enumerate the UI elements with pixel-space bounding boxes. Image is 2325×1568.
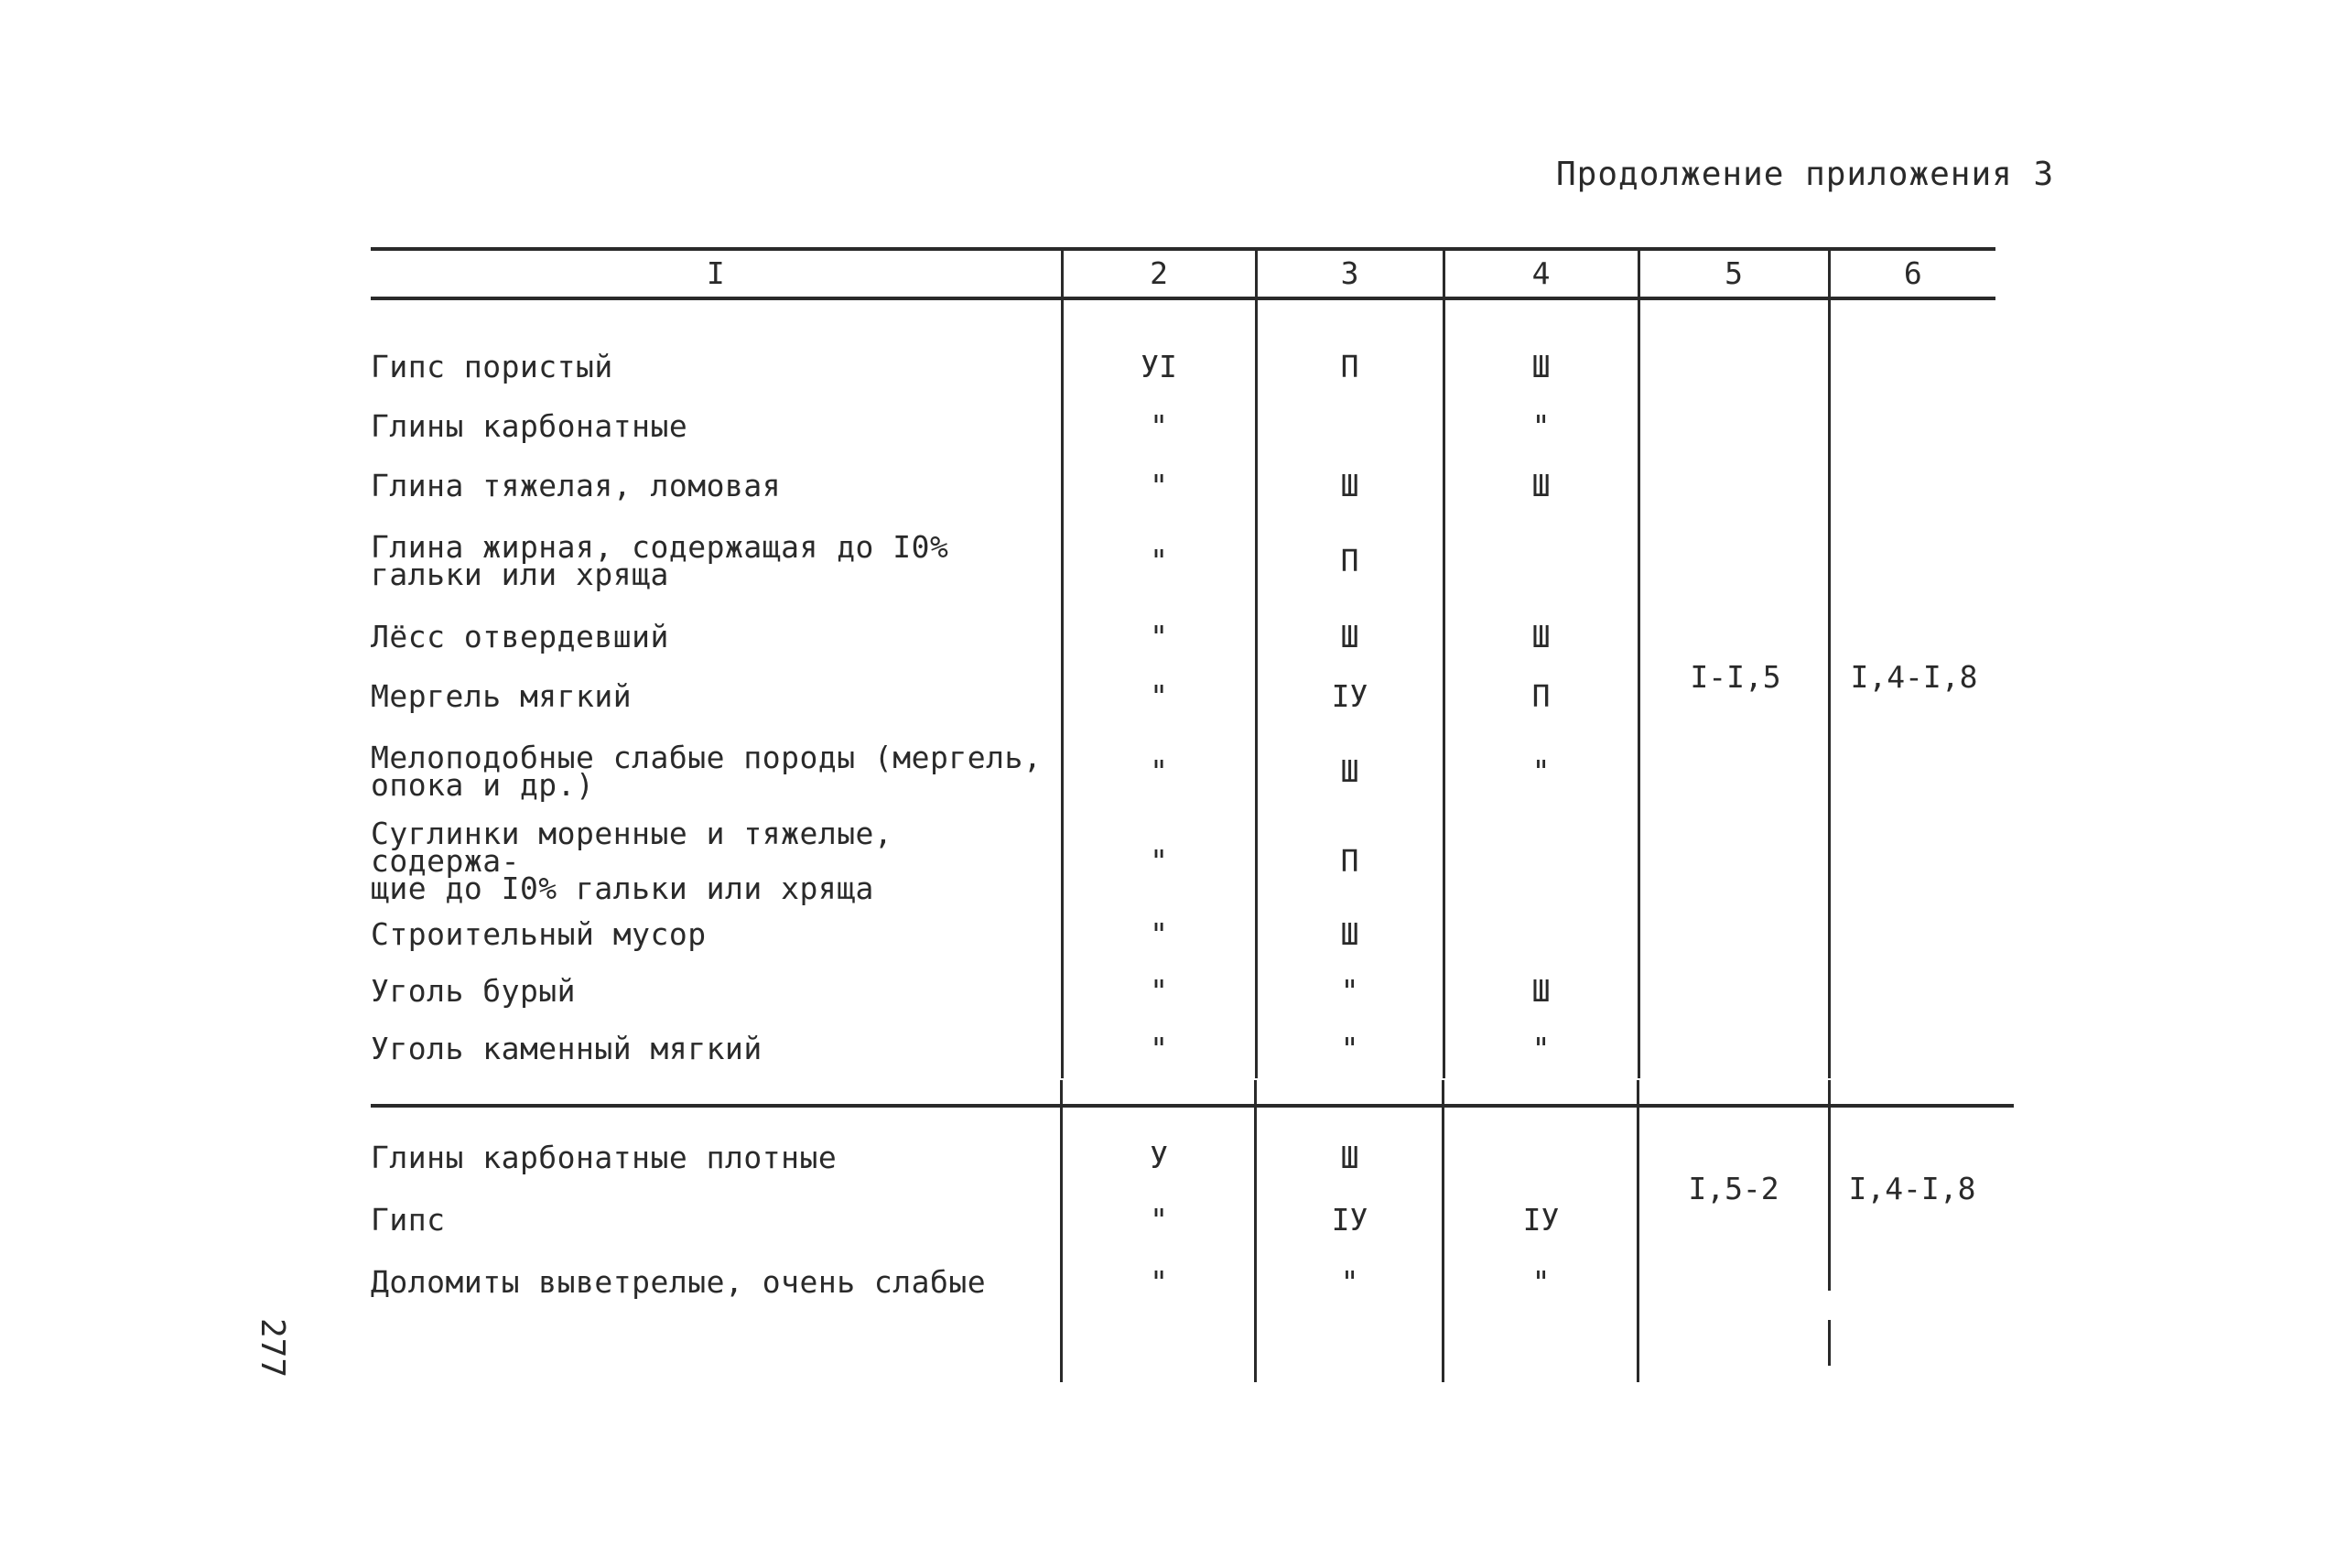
cell-col2: У — [1150, 1140, 1168, 1175]
rock-name: Доломиты выветрелые, очень слабые — [371, 1264, 987, 1300]
rock-name: Суглинки моренные и тяжелые, содержа- щие до I0% гальки или хряща — [371, 815, 893, 906]
table-header-row — [371, 249, 1995, 298]
column-header-4: 4 — [1444, 249, 1638, 298]
rock-name: Глины карбонатные — [371, 407, 688, 444]
cell-col2: " — [1062, 396, 1256, 456]
table-row — [371, 1202, 1638, 1243]
rock-name: Уголь бурый — [371, 973, 577, 1009]
cell-col4: П — [1444, 666, 1638, 726]
table-row — [371, 1264, 1638, 1305]
cell-col2: УI — [1062, 337, 1256, 396]
rock-name: Строительный мусор — [371, 915, 707, 952]
cell-col3: П — [1256, 515, 1444, 607]
page-number: 277 — [254, 1318, 291, 1379]
rock-name: Глина жирная, содержащая до I0% гальки или хряща — [371, 529, 949, 592]
group1-col6-value: I,4-I,8 — [1850, 659, 1978, 695]
cell-col2: " — [1062, 817, 1256, 904]
group2-col5-value: I,5-2 — [1688, 1171, 1779, 1206]
cell-col2: " — [1062, 904, 1256, 964]
cell-col3: Ш — [1256, 456, 1444, 515]
cell-col2: " — [1062, 515, 1256, 607]
rock-name: Глины карбонатные плотные — [371, 1140, 838, 1175]
cell-col2: " — [1062, 964, 1256, 1019]
column-header-6: 6 — [1829, 249, 1995, 298]
rock-name: Мелоподобные слабые породы (мергель, опока и др.) — [371, 740, 1043, 803]
cell-col4: " — [1444, 726, 1638, 817]
cell-col4: " — [1444, 1019, 1638, 1078]
rock-name: Уголь каменный мягкий — [371, 1030, 762, 1066]
cell-col3: Ш — [1256, 726, 1444, 817]
cell-col4: Ш — [1444, 607, 1638, 666]
rock-name: Гипс пористый — [371, 348, 613, 384]
cell-col4: " — [1531, 1264, 1551, 1300]
cell-col2: " — [1062, 1019, 1256, 1078]
group-divider — [371, 1104, 2014, 1108]
column-header-3: 3 — [1256, 249, 1444, 298]
cell-col2: " — [1150, 1264, 1168, 1300]
cell-col4: Ш — [1444, 456, 1638, 515]
cell-col4: Ш — [1444, 964, 1638, 1019]
cell-col3: П — [1256, 817, 1444, 904]
cell-col3: Ш — [1256, 904, 1444, 964]
col-line-6-tail — [1828, 1320, 1831, 1366]
cell-col2: " — [1062, 607, 1256, 666]
page-heading: Продолжение приложения 3 — [1556, 156, 2055, 193]
rock-name: Лёсс отвердевший — [371, 618, 669, 654]
cell-col3: П — [1256, 337, 1444, 396]
cell-col4: IУ — [1522, 1202, 1560, 1238]
cell-col3: " — [1256, 964, 1444, 1019]
column-header-1: I — [371, 249, 1062, 298]
cell-col4: " — [1444, 396, 1638, 456]
cell-col3: IУ — [1256, 666, 1444, 726]
cell-col3 — [1256, 396, 1444, 456]
group2-col6-value: I,4-I,8 — [1848, 1171, 1976, 1206]
cell-col2: " — [1150, 1202, 1168, 1238]
table-row — [371, 1140, 1638, 1181]
cell-col4 — [1444, 515, 1638, 607]
rock-name: Глина тяжелая, ломовая — [371, 467, 782, 503]
cell-col3: Ш — [1340, 1140, 1359, 1175]
column-header-2: 2 — [1062, 249, 1256, 298]
cell-col2: " — [1062, 666, 1256, 726]
group1-col5-value: I-I,5 — [1690, 659, 1781, 695]
cell-col2: " — [1062, 456, 1256, 515]
cell-col4: Ш — [1444, 337, 1638, 396]
rock-name: Гипс — [371, 1202, 446, 1238]
cell-col3: " — [1340, 1264, 1359, 1300]
cell-col2: " — [1062, 726, 1256, 817]
cell-col3: " — [1256, 1019, 1444, 1078]
cell-col3: IУ — [1331, 1202, 1368, 1238]
cell-col4 — [1444, 817, 1638, 904]
table-group-2 — [371, 1135, 1995, 1318]
cell-col3: Ш — [1256, 607, 1444, 666]
cell-col4 — [1444, 904, 1638, 964]
column-header-5: 5 — [1638, 249, 1829, 298]
rock-name: Мергель мягкий — [371, 677, 633, 714]
